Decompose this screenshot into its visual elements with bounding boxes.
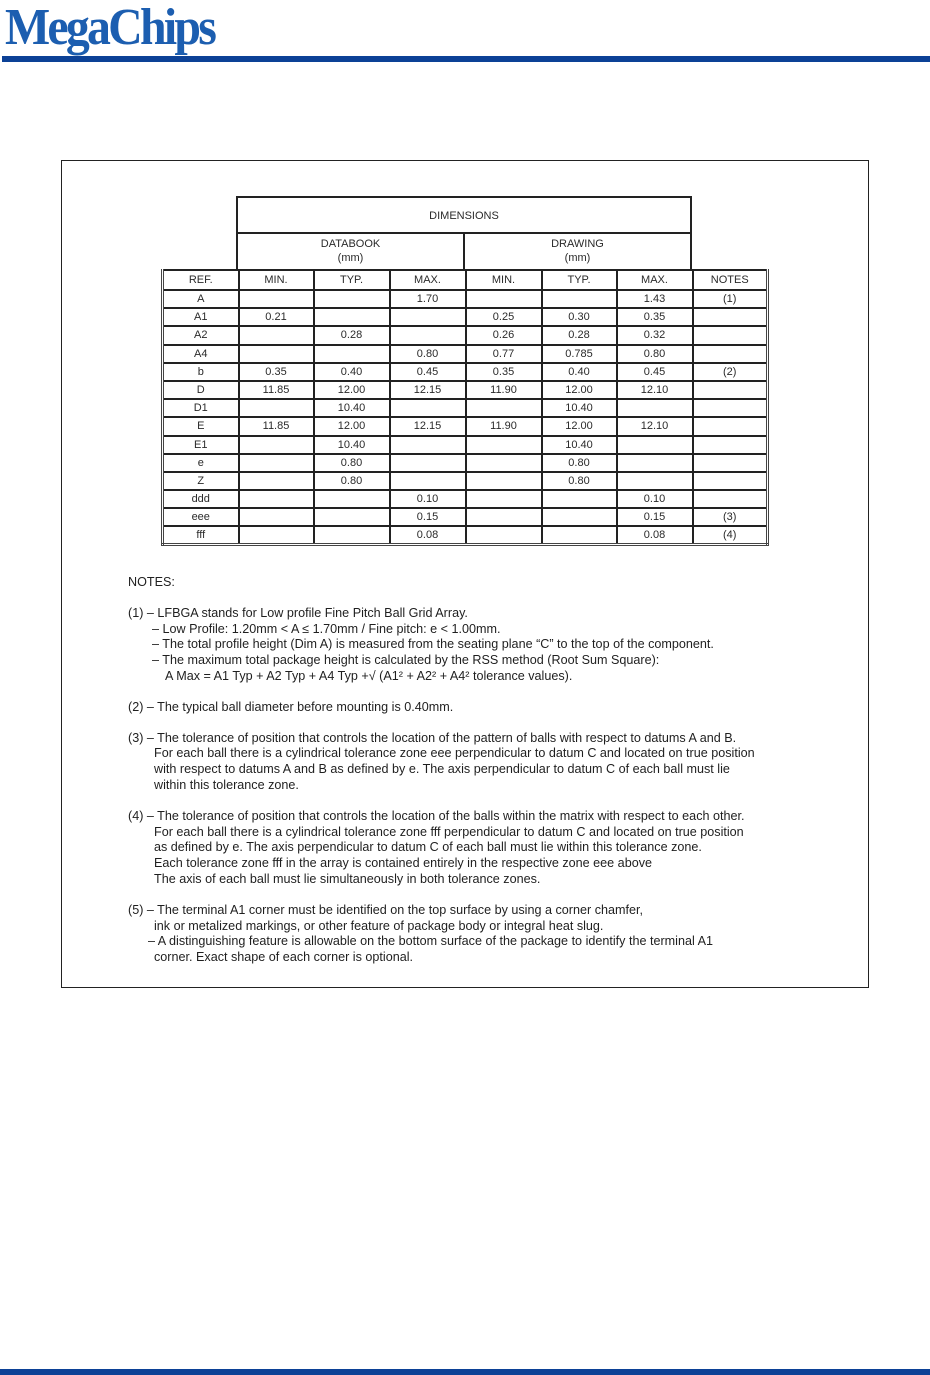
note-line: as defined by e. The axis perpendicular to datum C of each ball must lie within this tolerance zone. — [154, 840, 702, 855]
cell-databook-typ: 0.80 — [314, 454, 390, 472]
table-row — [163, 417, 768, 435]
dimensions-label: DIMENSIONS — [429, 210, 499, 222]
cell-drawing-typ — [542, 490, 617, 508]
cell-notes — [693, 381, 768, 399]
cell-notes — [693, 308, 768, 326]
cell-databook-min — [239, 490, 314, 508]
cell-ref: eee — [163, 508, 239, 526]
cell-drawing-typ — [542, 508, 617, 526]
note-2 — [128, 700, 828, 716]
cell-drawing-max — [617, 436, 693, 454]
cell-databook-typ: 0.80 — [314, 472, 390, 490]
cell-databook-min — [239, 345, 314, 363]
cell-databook-typ — [314, 508, 390, 526]
table-row — [163, 454, 768, 472]
cell-drawing-min — [466, 436, 542, 454]
note-5 — [128, 903, 828, 966]
cell-drawing-min — [466, 526, 542, 544]
table-row — [163, 326, 768, 344]
cell-drawing-max: 0.80 — [617, 345, 693, 363]
cell-databook-typ: 0.40 — [314, 363, 390, 381]
note-1 — [128, 606, 828, 685]
cell-drawing-max: 12.10 — [617, 381, 693, 399]
cell-notes — [693, 326, 768, 344]
cell-databook-typ — [314, 345, 390, 363]
cell-ref: e — [163, 454, 239, 472]
column-header-ref: REF. — [163, 270, 239, 290]
cell-databook-max: 0.80 — [390, 345, 466, 363]
dimensions-table — [161, 269, 769, 546]
cell-notes: (3) — [693, 508, 768, 526]
drawing-label: DRAWING — [551, 238, 604, 250]
cell-drawing-typ: 0.28 — [542, 326, 617, 344]
cell-drawing-typ — [542, 290, 617, 308]
cell-databook-typ: 10.40 — [314, 399, 390, 417]
cell-notes — [693, 472, 768, 490]
cell-notes — [693, 454, 768, 472]
cell-drawing-max: 12.10 — [617, 417, 693, 435]
cell-drawing-typ: 12.00 — [542, 417, 617, 435]
cell-databook-typ: 0.28 — [314, 326, 390, 344]
cell-drawing-typ: 0.80 — [542, 472, 617, 490]
cell-ref: b — [163, 363, 239, 381]
databook-unit: (mm) — [337, 252, 364, 264]
note-line: – A distinguishing feature is allowable on the bottom surface of the package to identify the terminal A1 — [148, 934, 713, 949]
table-row — [163, 508, 768, 526]
column-header-drawing-max: MAX. — [617, 270, 693, 290]
cell-databook-min: 0.21 — [239, 308, 314, 326]
cell-notes — [693, 417, 768, 435]
cell-databook-min — [239, 454, 314, 472]
cell-databook-max — [390, 326, 466, 344]
cell-drawing-min: 0.26 — [466, 326, 542, 344]
note-line: The axis of each ball must lie simultaneously in both tolerance zones. — [154, 871, 541, 886]
cell-drawing-max: 1.43 — [617, 290, 693, 308]
cell-drawing-min — [466, 508, 542, 526]
databook-label: DATABOOK — [320, 238, 381, 250]
cell-drawing-min — [466, 490, 542, 508]
table-header-row — [163, 270, 768, 290]
cell-databook-typ: 12.00 — [314, 417, 390, 435]
cell-notes — [693, 490, 768, 508]
note-line: – Low Profile: 1.20mm < A ≤ 1.70mm / Fine pitch: e < 1.00mm. — [152, 621, 501, 636]
cell-drawing-min — [466, 399, 542, 417]
cell-databook-typ: 10.40 — [314, 436, 390, 454]
column-header-drawing-min: MIN. — [466, 270, 542, 290]
note-line: ink or metalized markings, or other feature of package body or integral heat slug. — [154, 918, 604, 933]
cell-databook-min — [239, 472, 314, 490]
cell-drawing-typ: 10.40 — [542, 399, 617, 417]
note-line: Each tolerance zone fff in the array is contained entirely in the respective zone eee above — [154, 856, 653, 871]
cell-ref: fff — [163, 526, 239, 544]
cell-databook-max: 12.15 — [390, 381, 466, 399]
cell-databook-max: 0.15 — [390, 508, 466, 526]
cell-ref: Z — [163, 472, 239, 490]
note-line: (2) – The typical ball diameter before mounting is 0.40mm. — [128, 699, 454, 714]
cell-drawing-min: 11.90 — [466, 417, 542, 435]
cell-databook-min: 0.35 — [239, 363, 314, 381]
table-row — [163, 308, 768, 326]
cell-ref: E1 — [163, 436, 239, 454]
cell-ref: A — [163, 290, 239, 308]
column-header-notes: NOTES — [693, 270, 768, 290]
dimensions-group-header — [236, 196, 692, 234]
footer-divider-bar — [0, 1369, 930, 1375]
cell-databook-min — [239, 326, 314, 344]
table-row — [163, 345, 768, 363]
header-divider-bar — [2, 56, 930, 62]
cell-databook-typ — [314, 526, 390, 544]
note-line: with respect to datums A and B as defined by e. The axis perpendicular to datum C of each ball must lie — [154, 762, 730, 777]
notes-section — [128, 575, 828, 981]
cell-drawing-typ — [542, 526, 617, 544]
note-line: For each ball there is a cylindrical tolerance zone eee perpendicular to datum C and located on true position — [154, 746, 755, 761]
cell-databook-max — [390, 454, 466, 472]
cell-databook-min: 11.85 — [239, 381, 314, 399]
note-line: (3) – The tolerance of position that controls the location of the pattern of balls with respect to datums A and B. — [128, 730, 737, 745]
table-row — [163, 472, 768, 490]
cell-databook-typ — [314, 308, 390, 326]
cell-drawing-min — [466, 290, 542, 308]
note-3 — [128, 731, 828, 794]
note-line: – The maximum total package height is calculated by the RSS method (Root Sum Square): — [152, 653, 660, 668]
cell-ref: A4 — [163, 345, 239, 363]
cell-notes — [693, 399, 768, 417]
cell-drawing-min: 0.35 — [466, 363, 542, 381]
note-line: corner. Exact shape of each corner is optional. — [154, 950, 414, 965]
cell-databook-min — [239, 436, 314, 454]
table-row — [163, 490, 768, 508]
note-line: (4) – The tolerance of position that controls the location of the balls within the matrix with respect to each other. — [128, 808, 745, 823]
cell-drawing-max: 0.10 — [617, 490, 693, 508]
notes-title: NOTES: — [128, 575, 175, 589]
cell-drawing-min — [466, 472, 542, 490]
cell-databook-min — [239, 399, 314, 417]
cell-notes — [693, 345, 768, 363]
cell-databook-min — [239, 290, 314, 308]
cell-drawing-typ: 10.40 — [542, 436, 617, 454]
column-header-databook-typ: TYP. — [314, 270, 390, 290]
table-row — [163, 381, 768, 399]
cell-notes: (4) — [693, 526, 768, 544]
note-line: For each ball there is a cylindrical tolerance zone fff perpendicular to datum C and located on true position — [154, 824, 744, 839]
cell-databook-max: 0.08 — [390, 526, 466, 544]
cell-ref: A1 — [163, 308, 239, 326]
note-line: – The total profile height (Dim A) is measured from the seating plane “C” to the top of the component. — [152, 637, 714, 652]
cell-drawing-typ: 12.00 — [542, 381, 617, 399]
cell-drawing-max: 0.35 — [617, 308, 693, 326]
databook-subheader — [236, 232, 465, 271]
cell-databook-typ — [314, 290, 390, 308]
cell-databook-max: 1.70 — [390, 290, 466, 308]
cell-drawing-min: 0.25 — [466, 308, 542, 326]
cell-drawing-typ: 0.30 — [542, 308, 617, 326]
cell-drawing-typ: 0.785 — [542, 345, 617, 363]
table-row — [163, 290, 768, 308]
cell-databook-max — [390, 308, 466, 326]
cell-databook-min — [239, 526, 314, 544]
cell-drawing-max — [617, 454, 693, 472]
drawing-subheader — [463, 232, 692, 271]
column-header-databook-max: MAX. — [390, 270, 466, 290]
cell-databook-min: 11.85 — [239, 417, 314, 435]
column-header-databook-min: MIN. — [239, 270, 314, 290]
megachips-logo: MegaChips — [5, 0, 215, 56]
column-header-drawing-typ: TYP. — [542, 270, 617, 290]
cell-databook-max — [390, 436, 466, 454]
table-row — [163, 436, 768, 454]
cell-ref: D — [163, 381, 239, 399]
cell-databook-max: 12.15 — [390, 417, 466, 435]
note-line: A Max = A1 Typ + A2 Typ + A4 Typ +√ (A1² + A2² + A4² tolerance values). — [165, 668, 573, 683]
cell-databook-max: 0.45 — [390, 363, 466, 381]
cell-databook-typ: 12.00 — [314, 381, 390, 399]
cell-drawing-max: 0.32 — [617, 326, 693, 344]
note-line: within this tolerance zone. — [154, 777, 299, 792]
cell-notes: (1) — [693, 290, 768, 308]
cell-ref: E — [163, 417, 239, 435]
cell-notes — [693, 436, 768, 454]
cell-databook-max — [390, 472, 466, 490]
cell-drawing-max: 0.45 — [617, 363, 693, 381]
cell-drawing-min — [466, 454, 542, 472]
cell-notes: (2) — [693, 363, 768, 381]
table-row — [163, 399, 768, 417]
cell-drawing-max — [617, 472, 693, 490]
cell-drawing-min: 11.90 — [466, 381, 542, 399]
note-line: (5) – The terminal A1 corner must be identified on the top surface by using a corner chamfer, — [128, 902, 643, 917]
cell-drawing-max — [617, 399, 693, 417]
cell-drawing-max: 0.15 — [617, 508, 693, 526]
note-line: (1) – LFBGA stands for Low profile Fine Pitch Ball Grid Array. — [128, 605, 468, 620]
cell-databook-typ — [314, 490, 390, 508]
cell-drawing-typ: 0.40 — [542, 363, 617, 381]
drawing-unit: (mm) — [564, 252, 591, 264]
cell-drawing-max: 0.08 — [617, 526, 693, 544]
cell-databook-max: 0.10 — [390, 490, 466, 508]
cell-databook-min — [239, 508, 314, 526]
cell-ref: ddd — [163, 490, 239, 508]
cell-databook-max — [390, 399, 466, 417]
table-row — [163, 363, 768, 381]
cell-drawing-min: 0.77 — [466, 345, 542, 363]
cell-drawing-typ: 0.80 — [542, 454, 617, 472]
note-4 — [128, 809, 828, 888]
cell-ref: A2 — [163, 326, 239, 344]
cell-ref: D1 — [163, 399, 239, 417]
table-row — [163, 526, 768, 544]
